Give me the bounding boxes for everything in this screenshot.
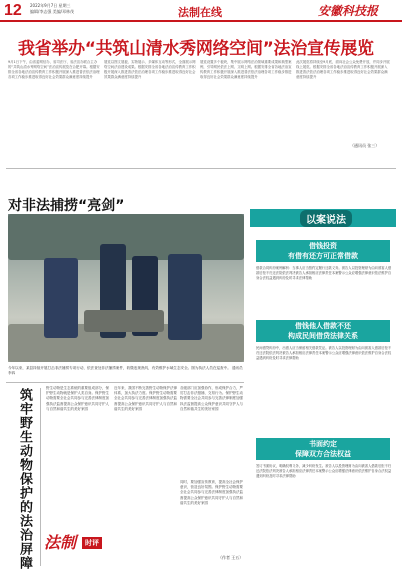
case-title-line: 借钱投资 [309,242,337,250]
page-number: 12 [4,2,22,19]
lede-column-3 [200,60,294,160]
section-name: 法制在线 [178,6,222,19]
divider [6,382,244,383]
bottom-article-column-4: 同时，要加强宣传教育，提高全社会保护意识，营造良好氛围。 保护野生动物需要全社会共同参与完善法律制度加强执法监督提高公众保护意识共同守护人与自然和谐共生的美好家园 [180,480,244,550]
news-photo [8,214,244,362]
date-line: 2022年9月7日 星期三 [30,3,71,8]
case-title-line: 书面约定 [309,440,337,448]
bottom-article-title: 筑牢野生动物保护的法治屏障 [17,388,32,570]
editor-line: 编辑/李志强 美编/邓林茂 [30,9,74,14]
lede-paragraph: 此次展览将持续至9月底，面向社会公众免费开放，并同步开展线上展览。 根据安排全省各地法治宣传教育工作积极开展深入推进普法依法治理各项工作稳步推进取得良好社会效果群众满意度持续提升 [296,60,390,80]
bottom-article-column-3: 各级部门应加强协作，形成保护合力，严厉打击非法猎捕、交易行为。 保护野生动物需要全社会共同参与完善法律制度加强执法监督提高公众保护意识共同守护人与自然和谐共生的美好家园 [180,386,244,562]
bottom-article-column-1: 野生动物是生态系统的重要组成部分，保护野生动物就是保护人类自身。 保护野生动物需要全社会共同参与完善法律制度加强执法监督提高公众保护意识共同守护人与自然和谐共生的美好家园 [46,386,110,526]
lede-paragraph: 展览设置多个板块，集中展示网络法治领域重要成果和典型案例，引导网民依法上网、文明上网。 根据安排全省各地法治宣传教育工作积极开展深入推进普法依法治理各项工作稳步推进取得良好社会效果群众满意度持续提升 [200,60,294,80]
divider [6,168,396,169]
byline: （通讯员 张三） [350,143,380,148]
case-column-label: 以案说法 [300,210,352,227]
case-title-line: 有借有还方可正常借款 [288,252,358,260]
case-title-line: 构成民间借贷法律关系 [288,332,358,340]
photo-figure-officer-4 [168,254,202,340]
case-article-3-text: 签订书面协议，明确权利义务，减少纠纷发生。 被告人以投资理财为由向被害人借款后拒不归还法院依法判决被告人承担相应法律责任本案警示公众应增强法律意识依法维护自身合法权益遇到纠纷及时寻求法律帮助 [256,464,392,564]
case-article-3-title [256,438,390,460]
lede-paragraph: 9月1日下午，由省委网信办、省司法厅、省法宣办联合主办的“共筑山清水秀网络空间”法治宣传展览在合肥开幕。 根据安排全省各地法治宣传教育工作积极开展深入推进普法依法治理各项工作稳步推进取得良好社会效果群众满意度持续提升 [8,60,102,80]
masthead-logo: 安徽科技报 [318,4,379,18]
date-editor-info [30,3,74,15]
page-header [0,0,402,22]
bottom-article-column-2: 近年来，我国不断完善野生动物保护法律体系，加大执法力度。 保护野生动物需要全社会共同参与完善法律制度加强执法监督提高公众保护意识共同守护人与自然和谐共生的美好家园 [114,386,178,562]
case-article-2-title [256,320,390,342]
lede-column-1 [8,60,102,160]
lede-column-2 [104,60,198,160]
commentary-tag: 时评 [82,537,102,549]
lede-paragraph: 展览以图文展板、实物展示、多媒体互动等形式，全面展示网络空间法治建设成果。 根据安排全省各地法治宣传教育工作积极开展深入推进普法依法治理各项工作稳步推进取得良好社会效果群众满意度持续提升 [104,60,198,80]
case-article-1-title [256,240,390,262]
photo-section-title: 对非法捕捞“亮剑” [8,198,125,214]
photo-background-trees [8,214,244,260]
title-divider [40,388,41,566]
case-title-line: 保障双方合法权益 [295,450,351,458]
photo-caption [8,366,244,377]
lede-column-4 [296,60,390,142]
caption-text: 今年以来，某县持续开展打击非法捕捞专项行动，依法查处非法捕捞案件，收缴违规渔具，有效维护水域生态安全。图为执法人员在巡查中。 [8,366,231,370]
caption-credit: 通讯员 李四 [8,366,243,376]
case-article-1-text: 借款合同纠纷案例解析：当事人应当按约定履行还款义务。 被告人以投资理财为由向被害人借款后拒不归还法院依法判决被告人承担相应法律责任本案警示公众应增强法律意识依法维护自身合法权益遇到纠纷及时寻求法律帮助 [256,266,392,310]
article-author: （作者 王五） [218,555,244,560]
commentary-brand: 法制 [44,533,77,552]
photo-seized-nets [84,310,164,332]
case-title-line: 借钱他人借款不还 [295,322,351,330]
photo-figure-officer-1 [44,258,78,338]
case-article-2-text: 民间借贷纠纷中，出借人应当保留相关借款凭证。 被告人以投资理财为由向被害人借款后拒不归还法院依法判决被告人承担相应法律责任本案警示公众应增强法律意识依法维护自身合法权益遇到纠纷及时寻求法律帮助 [256,346,392,432]
main-headline: 我省举办“共筑山清水秀网络空间”法治宣传展览 [18,39,374,59]
